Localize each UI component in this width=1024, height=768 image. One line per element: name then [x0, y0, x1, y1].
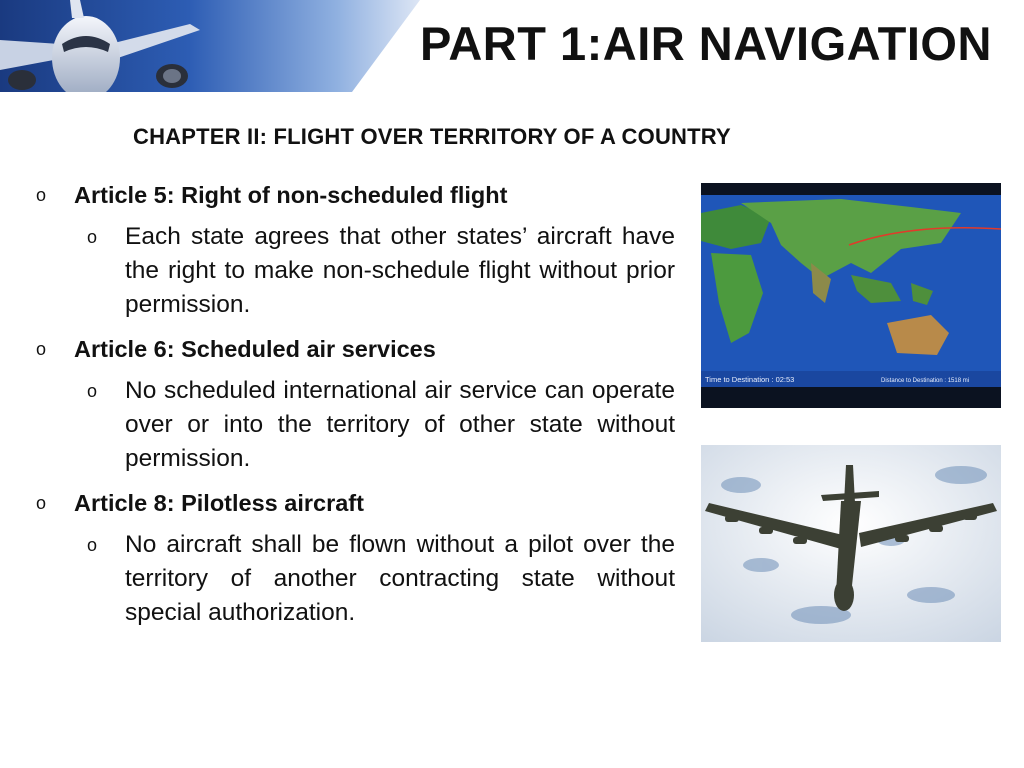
bullet-icon: o [87, 381, 98, 401]
article-body-text: No aircraft shall be flown without a pilot over the territory of another contracting state without special authorization. [125, 531, 675, 626]
article-heading-text: Article 6: Scheduled air services [74, 336, 436, 362]
article-6-heading [30, 332, 675, 366]
map-left-readout: Time to Destination : 02:53 [705, 375, 795, 384]
map-right-readout: Distance to Destination : 1518 mi [881, 378, 970, 384]
bullet-icon: o [36, 339, 47, 359]
slide-title: PART 1:AIR NAVIGATION [420, 17, 992, 70]
header-banner [0, 0, 420, 92]
chapter-heading: CHAPTER II: FLIGHT OVER TERRITORY OF A COUNTRY [133, 124, 731, 149]
article-list [30, 178, 675, 640]
article-heading-text: Article 5: Right of non-scheduled flight [74, 182, 508, 208]
bomber-aircraft-image [701, 445, 1001, 642]
bullet-icon: o [87, 535, 98, 555]
bullet-icon: o [87, 227, 98, 247]
article-5-heading [30, 178, 675, 212]
article-6-text [30, 374, 675, 476]
article-heading-text: Article 8: Pilotless aircraft [74, 490, 364, 516]
article-8-heading [30, 486, 675, 520]
article-5-text [30, 220, 675, 322]
airplane-banner-image [0, 0, 420, 92]
flight-map-image [701, 183, 1001, 408]
article-body-text: No scheduled international air service can operate over or into the territory of other state without permission. [125, 377, 675, 472]
article-body-text: Each state agrees that other states’ aircraft have the right to make non-schedule flight without prior permission. [125, 223, 675, 318]
bullet-icon: o [36, 185, 47, 205]
bullet-icon: o [36, 493, 47, 513]
article-8-text [30, 528, 675, 630]
